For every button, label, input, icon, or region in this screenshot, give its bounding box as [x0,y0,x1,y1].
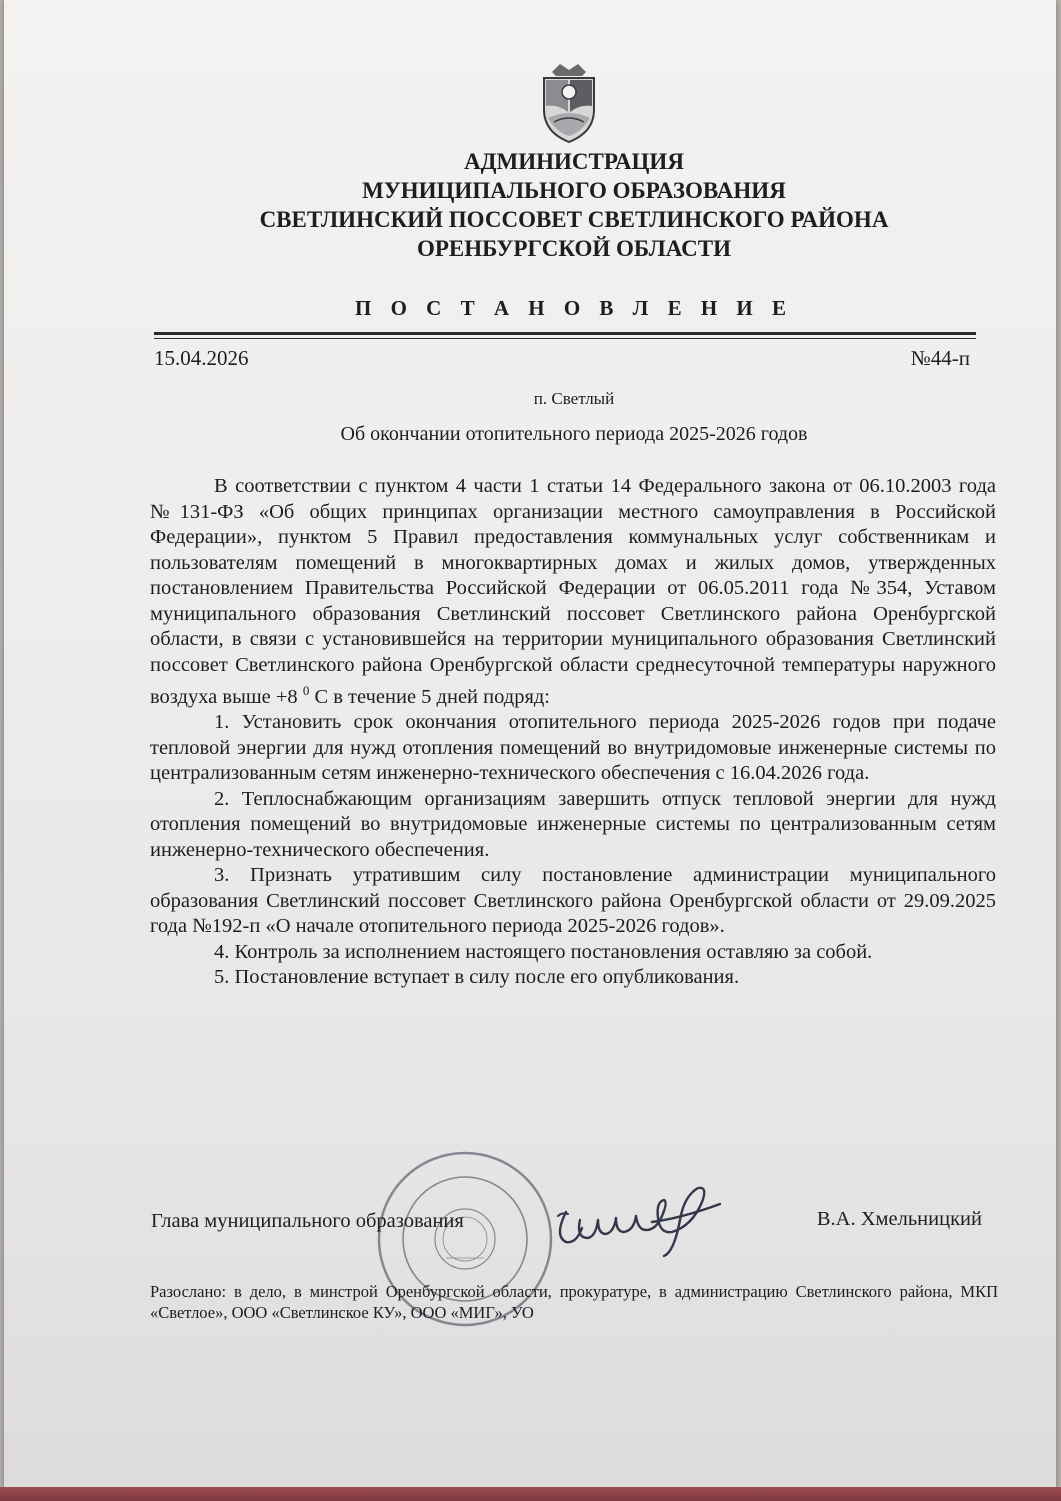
resolution-item-5: 5. Постановление вступает в силу после его опубликования. [214,966,740,989]
header-line: ОРЕНБУРГСКОЙ ОБЛАСТИ [416,236,732,261]
preamble-ending: С в течение 5 дней подряд: [309,685,550,708]
header-divider-thin [154,338,976,339]
header-line: АДМИНИСТРАЦИЯ [464,149,684,174]
handwritten-signature [552,1172,728,1258]
header-divider-thick [154,332,976,335]
preamble [150,474,996,710]
resolution-item-1: 1. Установить срок окончания отопительного периода 2025-2026 годов при подаче тепловой энергии для нужд отопления помещений во внутридомовые инженерные системы по централизованным сетям инженерно-технического обеспечения с 16.04.2026 года. [150,711,996,785]
resolution-item-3: 3. Признать утратившим силу постановление администрации муниципального образования Светлинский поссовет Светлинского района Оренбургской области от 29.09.2025 года №192-п «О начале отопительного периода 2025-2026 годов». [150,864,996,938]
document-place: п. Светлый [533,389,615,408]
degree-superscript: 0 [302,683,310,698]
document-subject: Об окончании отопительного периода 2025-2026 годов [340,423,808,445]
document-type: П О С Т А Н О В Л Е Н И Е [354,296,793,320]
red-folder-edge [0,1487,1061,1501]
resolution-item-4: 4. Контроль за исполнением настоящего постановления оставляю за собой. [214,940,873,963]
document-body [150,474,996,991]
preamble-text: В соответствии с пунктом 4 части 1 статьи 14 Федерального закона от 06.10.2003 года №131-ФЗ «Об общих принципах организации местного самоуправления в Российской Федерации», пунктом 5 Правил предоставления коммунальных услуг собственникам и пользователям помещений в многоквартирных домах и жилых домов, утвержденных постановлением Правительства Российской Федерации от 06.05.2011 года №354, Уставом муниципального образования Светлинский поссовет Светлинского района Оренбургской области, в связи с установившейся на территории муниципального образования Светлинский поссовет Светлинского района Оренбургской области среднесуточной температуры наружного воздуха выше +8 [150,475,996,708]
header-line: СВЕТЛИНСКИЙ ПОССОВЕТ СВЕТЛИНСКОГО РАЙОНА [259,207,889,232]
signatory-name: В.А. Хмельницкий [816,1208,982,1230]
header-line: МУНИЦИПАЛЬНОГО ОБРАЗОВАНИЯ [362,178,786,203]
signatory-position: Глава муниципального образования [151,1210,464,1232]
document-sheet [4,0,1056,1492]
organization-header [154,147,994,263]
distribution-list: Разослано: в дело, в минстрой Оренбургской области, прокуратуре, в администрацию Светлинского района, МКП «Светлое», ООО «Светлинское КУ», ООО «МИГ», УО [150,1282,998,1322]
document-number: №44-п [910,346,970,370]
document-date: 15.04.2026 [154,346,249,370]
resolution-item-2: 2. Теплоснабжающим организациям завершить отпуск тепловой энергии для нужд отопления помещений во внутридомовые инженерные системы по централизованным сетям инженерно-технического обеспечения. [150,787,996,861]
coat-of-arms-icon [532,62,606,144]
